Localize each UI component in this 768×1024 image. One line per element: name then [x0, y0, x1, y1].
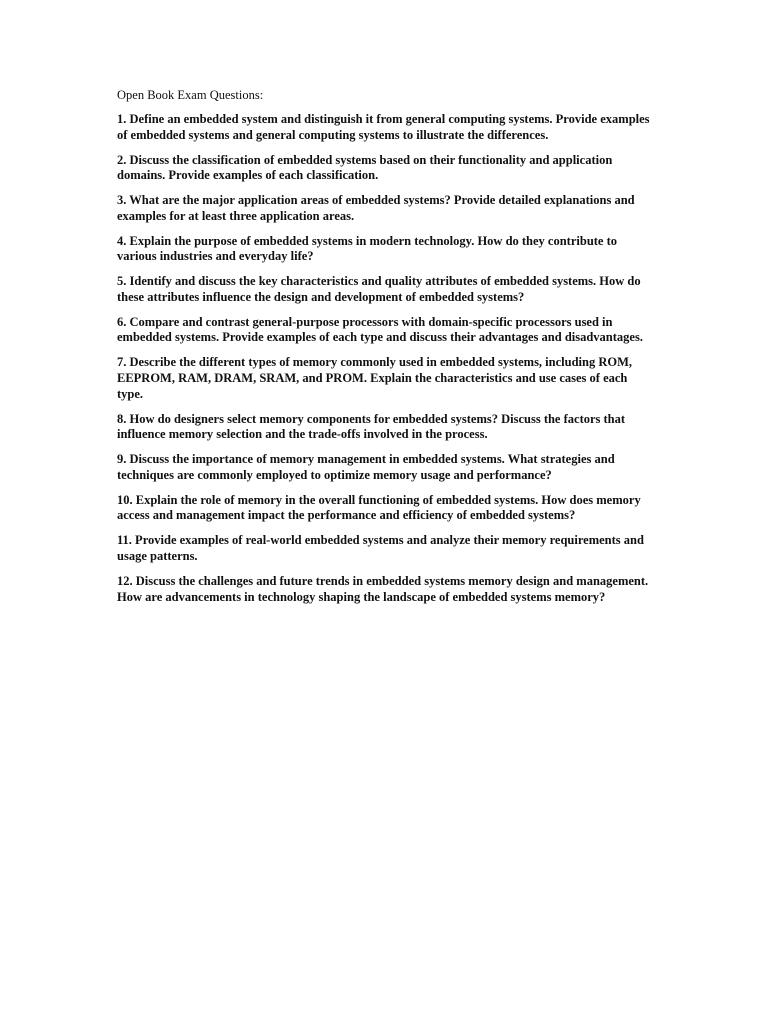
- question-item: 5. Identify and discuss the key characteristics and quality attributes of embedded systems. How do these attributes influence the design and development of embedded systems?: [117, 274, 641, 304]
- question-item: 8. How do designers select memory components for embedded systems? Discuss the factors that influence memory selection and the trade-offs involved in the process.: [117, 411, 626, 442]
- question-item: 2. Discuss the classification of embedded systems based on their functionality and application domains. Provide examples of each classification.: [117, 152, 613, 183]
- document-heading: Open Book Exam Questions:: [117, 88, 264, 102]
- document-page: [117, 87, 652, 615]
- question-item: 12. Discuss the challenges and future trends in embedded systems memory design and management. How are advancements in technology shaping the landscape of embedded systems memory?: [117, 573, 649, 604]
- question-list: [117, 112, 652, 605]
- question-item: 11. Provide examples of real-world embedded systems and analyze their memory requirements and usage patterns.: [117, 533, 644, 563]
- question-item: 10. Explain the role of memory in the overall functioning of embedded systems. How does memory access and management impact the performance and efficiency of embedded systems?: [117, 492, 641, 523]
- question-item: 3. What are the major application areas of embedded systems? Provide detailed explanations and examples for at least three application areas.: [117, 193, 635, 223]
- question-item: 9. Discuss the importance of memory management in embedded systems. What strategies and techniques are commonly employed to optimize memory usage and performance?: [117, 452, 615, 482]
- question-item: 1. Define an embedded system and distinguish it from general computing systems. Provide examples of embedded systems and general computing systems to illustrate the differences.: [117, 112, 650, 142]
- question-item: 7. Describe the different types of memory commonly used in embedded systems, including ROM, EEPROM, RAM, DRAM, SRAM, and PROM. Explain the characteristics and use cases of each type.: [117, 355, 633, 401]
- question-item: 6. Compare and contrast general-purpose processors with domain-specific processors used in embedded systems. Provide examples of each type and discuss their advantages and disadvantages.: [117, 314, 643, 345]
- question-item: 4. Explain the purpose of embedded systems in modern technology. How do they contribute to various industries and everyday life?: [117, 233, 618, 264]
